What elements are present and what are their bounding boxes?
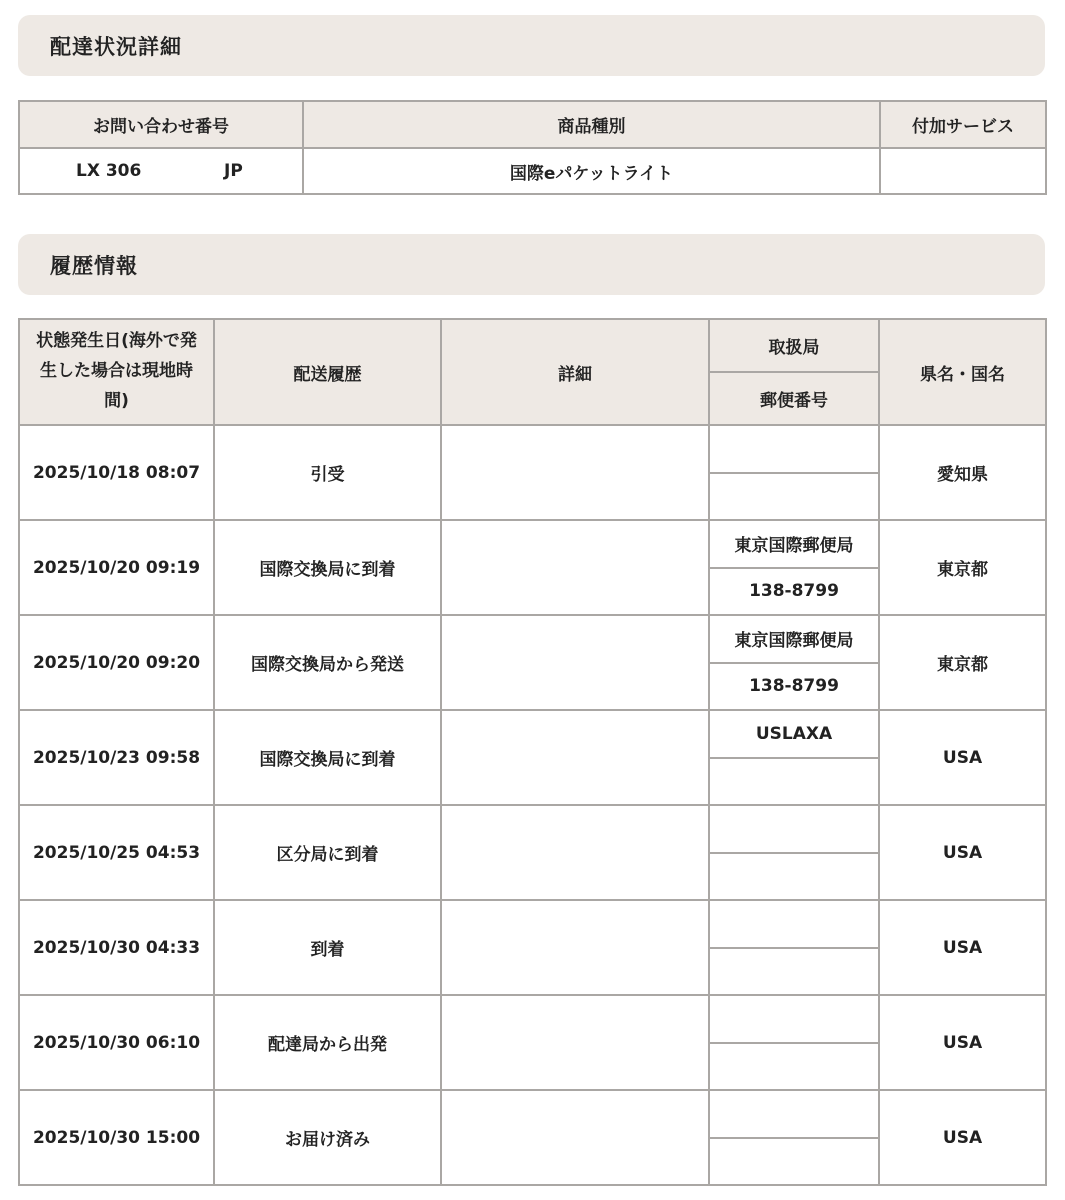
history-row [19, 520, 1046, 568]
date-column-header: 状態発生日(海外で発生した場合は現地時間) [19, 319, 214, 425]
history-row [19, 900, 1046, 948]
history-office [709, 425, 879, 473]
history-date: 2025/10/20 09:20 [19, 615, 214, 710]
history-status: 到着 [214, 900, 441, 995]
history-detail [441, 615, 709, 710]
history-detail [441, 900, 709, 995]
history-date: 2025/10/30 15:00 [19, 1090, 214, 1185]
history-postal-code [709, 948, 879, 996]
history-region: USA [879, 1090, 1046, 1185]
product-type-header: 商品種別 [303, 101, 880, 148]
office-column-header: 取扱局 [709, 319, 879, 372]
history-status: 国際交換局に到着 [214, 710, 441, 805]
history-office [709, 805, 879, 853]
history-region: 愛知県 [879, 425, 1046, 520]
history-status: 配達局から出発 [214, 995, 441, 1090]
history-detail [441, 1090, 709, 1185]
history-detail [441, 805, 709, 900]
history-status: 国際交換局に到着 [214, 520, 441, 615]
history-row [19, 710, 1046, 758]
history-postal-code [709, 758, 879, 806]
history-region: USA [879, 900, 1046, 995]
history-postal-code [709, 853, 879, 901]
history-office [709, 995, 879, 1043]
tracking-number-prefix: LX 306 [76, 161, 142, 181]
detail-column-header: 詳細 [441, 319, 709, 425]
history-postal-code: 138-8799 [709, 568, 879, 616]
history-date: 2025/10/23 09:58 [19, 710, 214, 805]
tracking-number [19, 148, 303, 194]
tracking-number-suffix: JP [224, 161, 243, 181]
history-postal-code [709, 473, 879, 521]
history-table [18, 318, 1047, 1186]
delivery-summary-table [18, 100, 1047, 195]
history-office: 東京国際郵便局 [709, 520, 879, 568]
history-detail [441, 520, 709, 615]
history-office [709, 900, 879, 948]
history-region: USA [879, 805, 1046, 900]
history-date: 2025/10/30 04:33 [19, 900, 214, 995]
status-column-header: 配送履歴 [214, 319, 441, 425]
history-office [709, 1090, 879, 1138]
history-postal-code [709, 1043, 879, 1091]
history-status: お届け済み [214, 1090, 441, 1185]
tracking-number-header: お問い合わせ番号 [19, 101, 303, 148]
history-detail [441, 425, 709, 520]
history-status: 区分局に到着 [214, 805, 441, 900]
postal-code-column-header: 郵便番号 [709, 372, 879, 425]
history-date: 2025/10/18 08:07 [19, 425, 214, 520]
product-type: 国際eパケットライト [303, 148, 880, 194]
history-row [19, 1090, 1046, 1138]
history-status: 国際交換局から発送 [214, 615, 441, 710]
region-column-header: 県名・国名 [879, 319, 1046, 425]
history-region: 東京都 [879, 520, 1046, 615]
history-row [19, 805, 1046, 853]
history-postal-code [709, 1138, 879, 1186]
history-office: 東京国際郵便局 [709, 615, 879, 663]
history-date: 2025/10/20 09:19 [19, 520, 214, 615]
history-office: USLAXA [709, 710, 879, 758]
history-row [19, 615, 1046, 663]
additional-service [880, 148, 1046, 194]
history-date: 2025/10/25 04:53 [19, 805, 214, 900]
history-row [19, 995, 1046, 1043]
additional-service-header: 付加サービス [880, 101, 1046, 148]
history-heading: 履歴情報 [18, 234, 1045, 295]
history-status: 引受 [214, 425, 441, 520]
history-region: USA [879, 710, 1046, 805]
history-region: 東京都 [879, 615, 1046, 710]
history-date: 2025/10/30 06:10 [19, 995, 214, 1090]
history-row [19, 425, 1046, 473]
delivery-details-heading: 配達状況詳細 [18, 15, 1045, 76]
history-region: USA [879, 995, 1046, 1090]
history-postal-code: 138-8799 [709, 663, 879, 711]
history-detail [441, 710, 709, 805]
history-detail [441, 995, 709, 1090]
